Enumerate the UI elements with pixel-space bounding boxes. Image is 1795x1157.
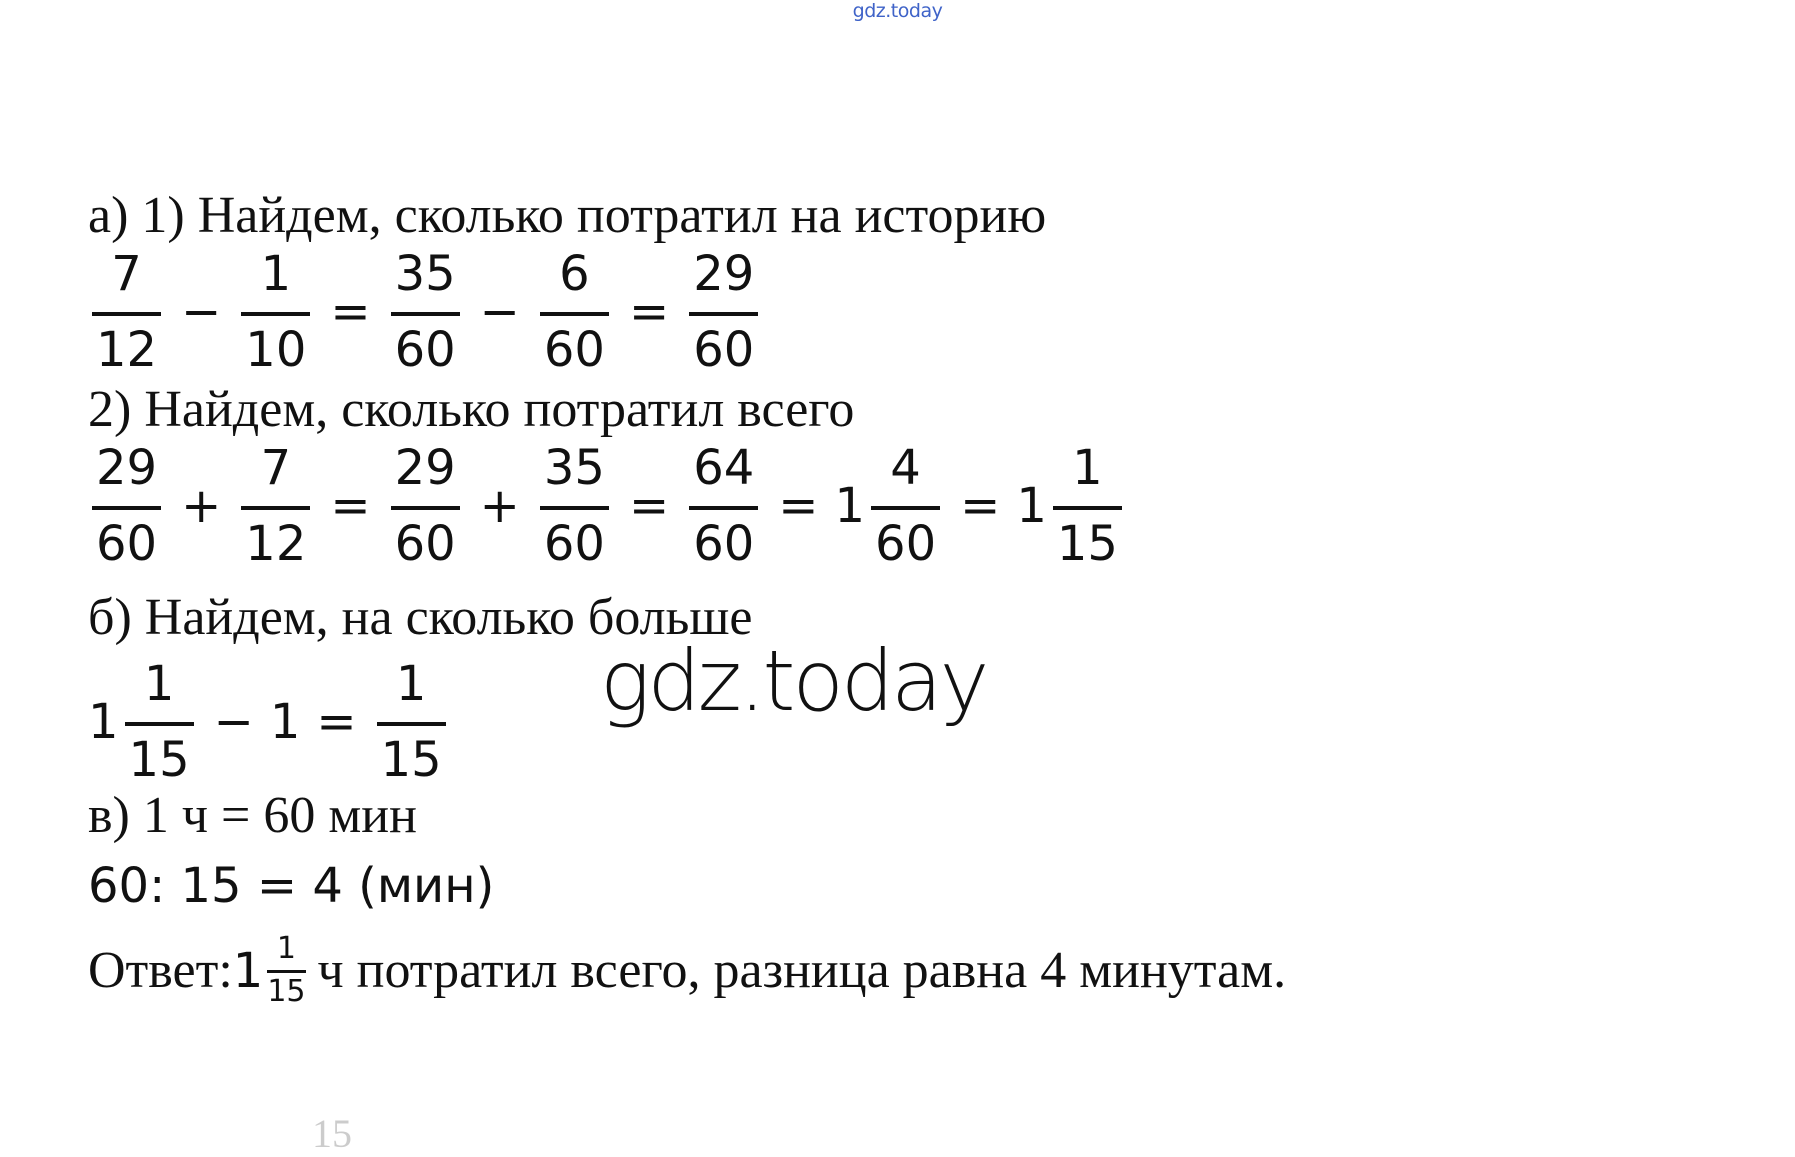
numerator: 1	[395, 656, 427, 712]
fraction-bar	[241, 506, 310, 510]
fraction-bar	[92, 506, 161, 510]
whole-part: 1	[88, 694, 119, 750]
numerator: 6	[559, 246, 590, 302]
fraction-bar	[689, 312, 758, 316]
numerator: 29	[693, 246, 755, 302]
fraction	[391, 246, 460, 378]
fraction-bar	[241, 312, 310, 316]
part-v-line-1-text: в) 1 ч = 60 мин	[88, 787, 417, 844]
denominator: 60	[693, 516, 755, 572]
numerator: 7	[260, 440, 292, 496]
step-2-heading: 2) Найдем, сколько потратил всего	[88, 381, 855, 438]
denominator: 60	[394, 516, 456, 572]
fraction	[689, 246, 758, 378]
numerator: 4	[890, 440, 921, 496]
operator: =	[330, 478, 371, 534]
numerator: 35	[543, 440, 605, 496]
numerator: 1	[1072, 440, 1103, 496]
large-watermark: gdz.today	[600, 632, 987, 730]
fraction	[241, 246, 310, 378]
operator: −	[213, 694, 254, 750]
denominator: 60	[96, 516, 158, 572]
fraction	[92, 440, 161, 572]
denominator: 60	[394, 322, 456, 378]
answer-prefix: Ответ:	[88, 942, 233, 999]
fraction-bar	[125, 722, 194, 726]
denominator: 60	[543, 322, 605, 378]
fraction-bar	[1053, 506, 1122, 510]
fraction	[125, 656, 194, 788]
operator: =	[628, 284, 670, 340]
denominator: 12	[96, 322, 158, 378]
fraction-bar	[540, 312, 609, 316]
operator: =	[628, 478, 670, 534]
fraction-bar	[871, 506, 940, 510]
denominator: 15	[128, 732, 190, 788]
fraction	[689, 440, 758, 572]
numerator: 7	[111, 246, 142, 302]
answer-fraction	[267, 931, 306, 1009]
numerator: 29	[96, 440, 158, 496]
denominator: 60	[693, 322, 755, 378]
numerator: 1	[143, 656, 175, 712]
fraction-bar	[689, 506, 758, 510]
step-2-equation	[88, 440, 1126, 572]
denominator: 15	[380, 732, 442, 788]
fraction-bar	[92, 312, 161, 316]
fraction-bar	[540, 506, 609, 510]
numerator: 29	[394, 440, 456, 496]
answer-numerator: 1	[276, 931, 296, 966]
fraction-bar	[391, 312, 460, 316]
page-number: 15	[312, 1111, 352, 1156]
part-a-heading: а) 1) Найдем, сколько потратил на историю	[88, 187, 1047, 244]
part-v-line-2: 60: 15 = 4 (мин)	[88, 858, 495, 914]
fraction	[241, 440, 310, 572]
part-b-equation	[88, 656, 450, 788]
whole-part: 1	[834, 478, 866, 534]
answer-whole: 1	[232, 942, 264, 999]
fraction-bar	[267, 970, 305, 973]
fraction	[377, 656, 446, 788]
operator: +	[181, 478, 222, 534]
denominator: 12	[245, 516, 307, 572]
fraction	[540, 440, 609, 572]
denominator: 60	[875, 516, 937, 572]
whole-part: 1	[1016, 478, 1047, 534]
answer-suffix: ч потратил всего, разница равна 4 минутам.	[317, 942, 1287, 999]
answer-line	[88, 931, 1287, 1009]
number: 1	[269, 694, 301, 750]
operator: =	[960, 478, 1001, 534]
denominator: 15	[1056, 516, 1118, 572]
fraction	[871, 440, 940, 572]
part-a-equation	[88, 246, 762, 378]
numerator: 64	[693, 440, 755, 496]
part-v-line-1	[88, 787, 417, 844]
top-watermark: gdz.today	[852, 0, 943, 22]
operator: =	[778, 478, 819, 534]
operator: −	[181, 284, 222, 340]
fraction	[1053, 440, 1122, 572]
fraction	[391, 440, 460, 572]
denominator: 60	[543, 516, 605, 572]
operator: −	[479, 284, 520, 340]
operator: =	[330, 284, 371, 340]
answer-denominator: 15	[267, 974, 306, 1009]
fraction	[92, 246, 161, 378]
numerator: 1	[260, 246, 292, 302]
fraction	[540, 246, 609, 378]
fraction-bar	[377, 722, 446, 726]
operator: =	[316, 694, 357, 750]
denominator: 10	[245, 322, 307, 378]
operator: +	[479, 478, 520, 534]
fraction-bar	[391, 506, 460, 510]
part-b-heading: б) Найдем, на сколько больше	[88, 589, 753, 646]
numerator: 35	[394, 246, 456, 302]
